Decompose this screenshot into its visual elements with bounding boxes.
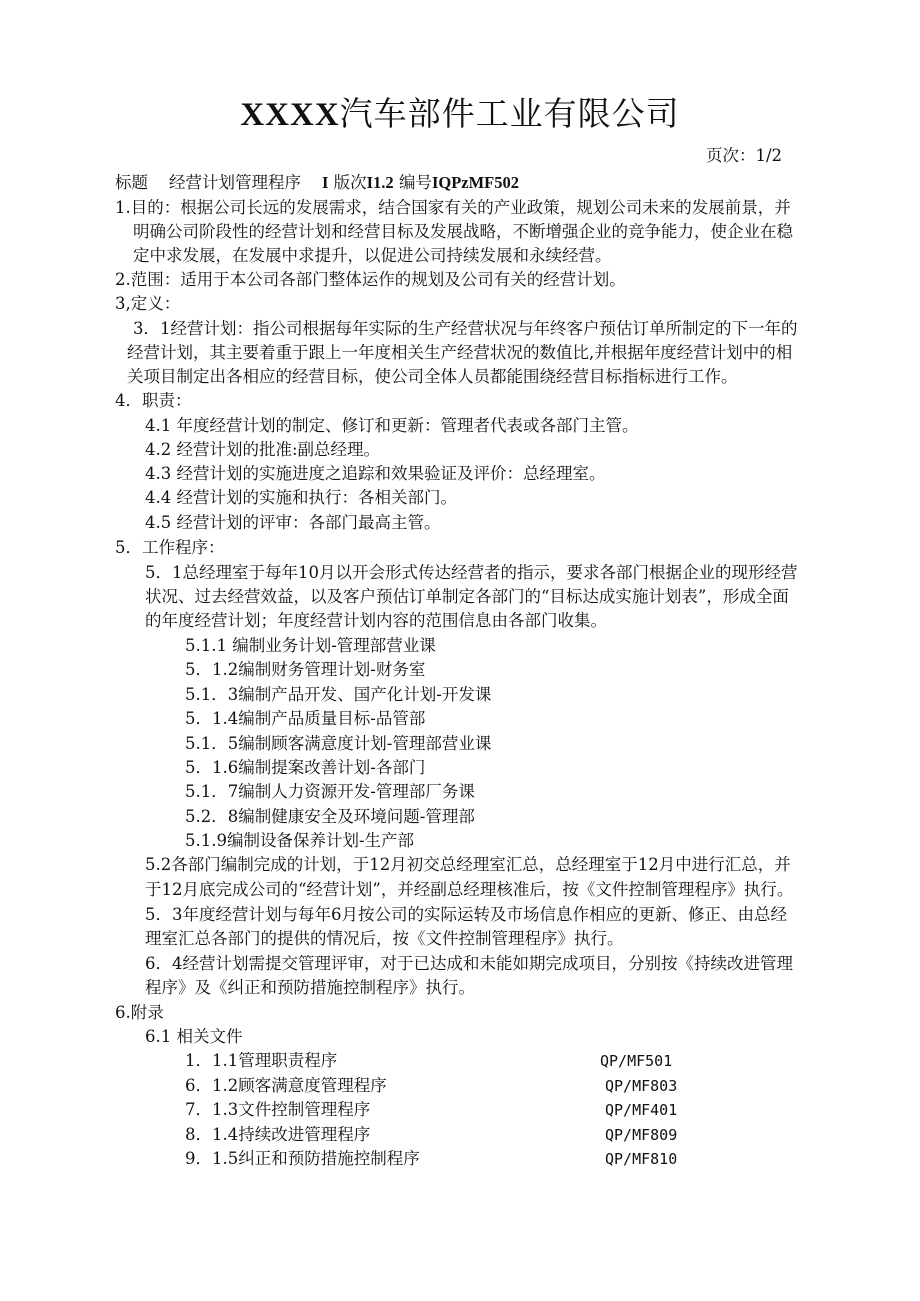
s5-1-item: 5.2．8编制健康安全及环境问题-管理部 xyxy=(185,807,475,826)
s5-1-item: 5．1.4编制产品质量目标-品管部 xyxy=(185,709,426,728)
s5-3-line: 理室汇总各部门的提供的情况后，按《文件控制管理程序》执行。 xyxy=(145,929,624,948)
document-title xyxy=(0,92,920,137)
doc-name: 9．1.5纠正和预防措施控制程序 xyxy=(185,1149,420,1168)
s6-1-heading: 6.1 相关文件 xyxy=(145,1027,243,1046)
s4-item: 4.3 经营计划的实施进度之追踪和效果验证及评价：总经理室。 xyxy=(145,464,606,483)
doc-code: QP/MF810 xyxy=(605,1150,678,1168)
doc-name: 7．1.3文件控制管理程序 xyxy=(185,1100,371,1119)
doc-code: QP/MF803 xyxy=(605,1077,678,1095)
page-number: 页次：1/2 xyxy=(706,146,783,165)
s5-1-line: 5．1总经理室于每年10月以开会形式传达经营者的指示，要求各部门根据企业的现形经营 xyxy=(145,563,798,582)
s5-2-line: 于12月底完成公司的“经营计划”，并经副总经理核准后，按《文件控制管理程序》执行。 xyxy=(145,880,794,899)
title-part1: XXXX xyxy=(240,97,340,133)
doc-code: QP/MF501 xyxy=(600,1052,673,1070)
header-code-label: 编号 xyxy=(398,173,432,192)
s4-item: 4.1 年度经营计划的制定、修订和更新：管理者代表或各部门主管。 xyxy=(145,416,639,435)
header-name: 经营计划管理程序 xyxy=(168,173,301,192)
s5-1-line: 的年度经营计划；年度经营计划内容的范围信息由各部门收集。 xyxy=(145,611,607,630)
s5-3-line: 5．3年度经营计划与每年6月按公司的实际运转及市场信息作相应的更新、修正、由总经 xyxy=(145,905,787,924)
s3-1-line: 3．1经营计划：指公司根据每年实际的生产经营状况与年终客户预估订单所制定的下一年的 xyxy=(133,319,798,338)
s4-item: 4.2 经营计划的批准:副总经理。 xyxy=(145,440,381,459)
s5-1-item: 5.1．7编制人力资源开发-管理部厂务课 xyxy=(185,782,475,801)
s5-1-item: 5.1．3编制产品开发、国产化计划-开发课 xyxy=(185,685,492,704)
s5-1-item: 5.1.9编制设备保养计划-生产部 xyxy=(185,831,415,850)
header-label: 标题 xyxy=(115,173,148,192)
header-ver-prefix: I xyxy=(321,173,329,192)
s5-1-item: 5.1．5编制顾客满意度计划-管理部营业课 xyxy=(185,734,492,753)
doc-name: 6．1.2顾客满意度管理程序 xyxy=(185,1076,387,1095)
s5-1-item: 5．1.6编制提案改善计划-各部门 xyxy=(185,758,426,777)
header-ver-label: 版次 xyxy=(333,173,367,192)
s4-item: 4.4 经营计划的实施和执行：各相关部门。 xyxy=(145,488,457,507)
title-part2: 汽车部件工业有限公司 xyxy=(339,94,680,133)
header-row xyxy=(115,171,519,195)
doc-name: 8．1.4持续改进管理程序 xyxy=(185,1125,371,1144)
s5-1-line: 状况、过去经营效益，以及客户预估订单制定各部门的“目标达成实施计划表”，形成全面 xyxy=(145,587,789,606)
s1-line: 明确公司阶段性的经营计划和经营目标及发展战略，不断增强企业的竞争能力，使企业在稳 xyxy=(133,222,793,241)
s3-1-line: 关项目制定出各相应的经营目标，使公司全体人员都能围绕经营目标指标进行工作。 xyxy=(127,367,738,386)
s5-1-item: 5.1.1 编制业务计划-管理部营业课 xyxy=(185,636,436,655)
header-ver-value: I1.2 xyxy=(366,173,394,192)
s3-1-line: 经营计划，其主要着重于跟上一年度相关生产经营状况的数值比,并根据年度经营计划中的相 xyxy=(127,343,793,362)
doc-name: 1．1.1管理职责程序 xyxy=(185,1051,338,1070)
s6-4-line: 6．4经营计划需提交管理评审，对于已达成和未能如期完成项目，分别按《持续改进管理 xyxy=(145,954,793,973)
s2-line: 2.范围：适用于本公司各部门整体运作的规划及公司有关的经营计划。 xyxy=(115,270,626,289)
s5-heading: 5．工作程序： xyxy=(115,538,225,557)
s5-1-item: 5．1.2编制财务管理计划-财务室 xyxy=(185,660,426,679)
s1-line: 定中求发展，在发展中求提升，以促进公司持续发展和永续经营。 xyxy=(133,246,612,265)
s5-2-line: 5.2各部门编制完成的计划，于12月初交总经理室汇总，总经理室于12月中进行汇总，并 xyxy=(145,855,791,874)
s3-heading: 3,定义： xyxy=(115,294,181,313)
doc-code: QP/MF809 xyxy=(605,1126,678,1144)
header-code-value: IQPzMF502 xyxy=(431,173,519,192)
s4-heading: 4．职责： xyxy=(115,391,192,410)
doc-code: QP/MF401 xyxy=(605,1101,678,1119)
s6-heading: 6.附录 xyxy=(115,1003,164,1022)
s6-4-line: 程序》及《纠正和预防措施控制程序》执行。 xyxy=(145,978,475,997)
s1-line: 1.目的：根据公司长远的发展需求，结合国家有关的产业政策，规划公司未来的发展前景，并 xyxy=(115,198,791,217)
s4-item: 4.5 经营计划的评审：各部门最高主管。 xyxy=(145,513,441,532)
